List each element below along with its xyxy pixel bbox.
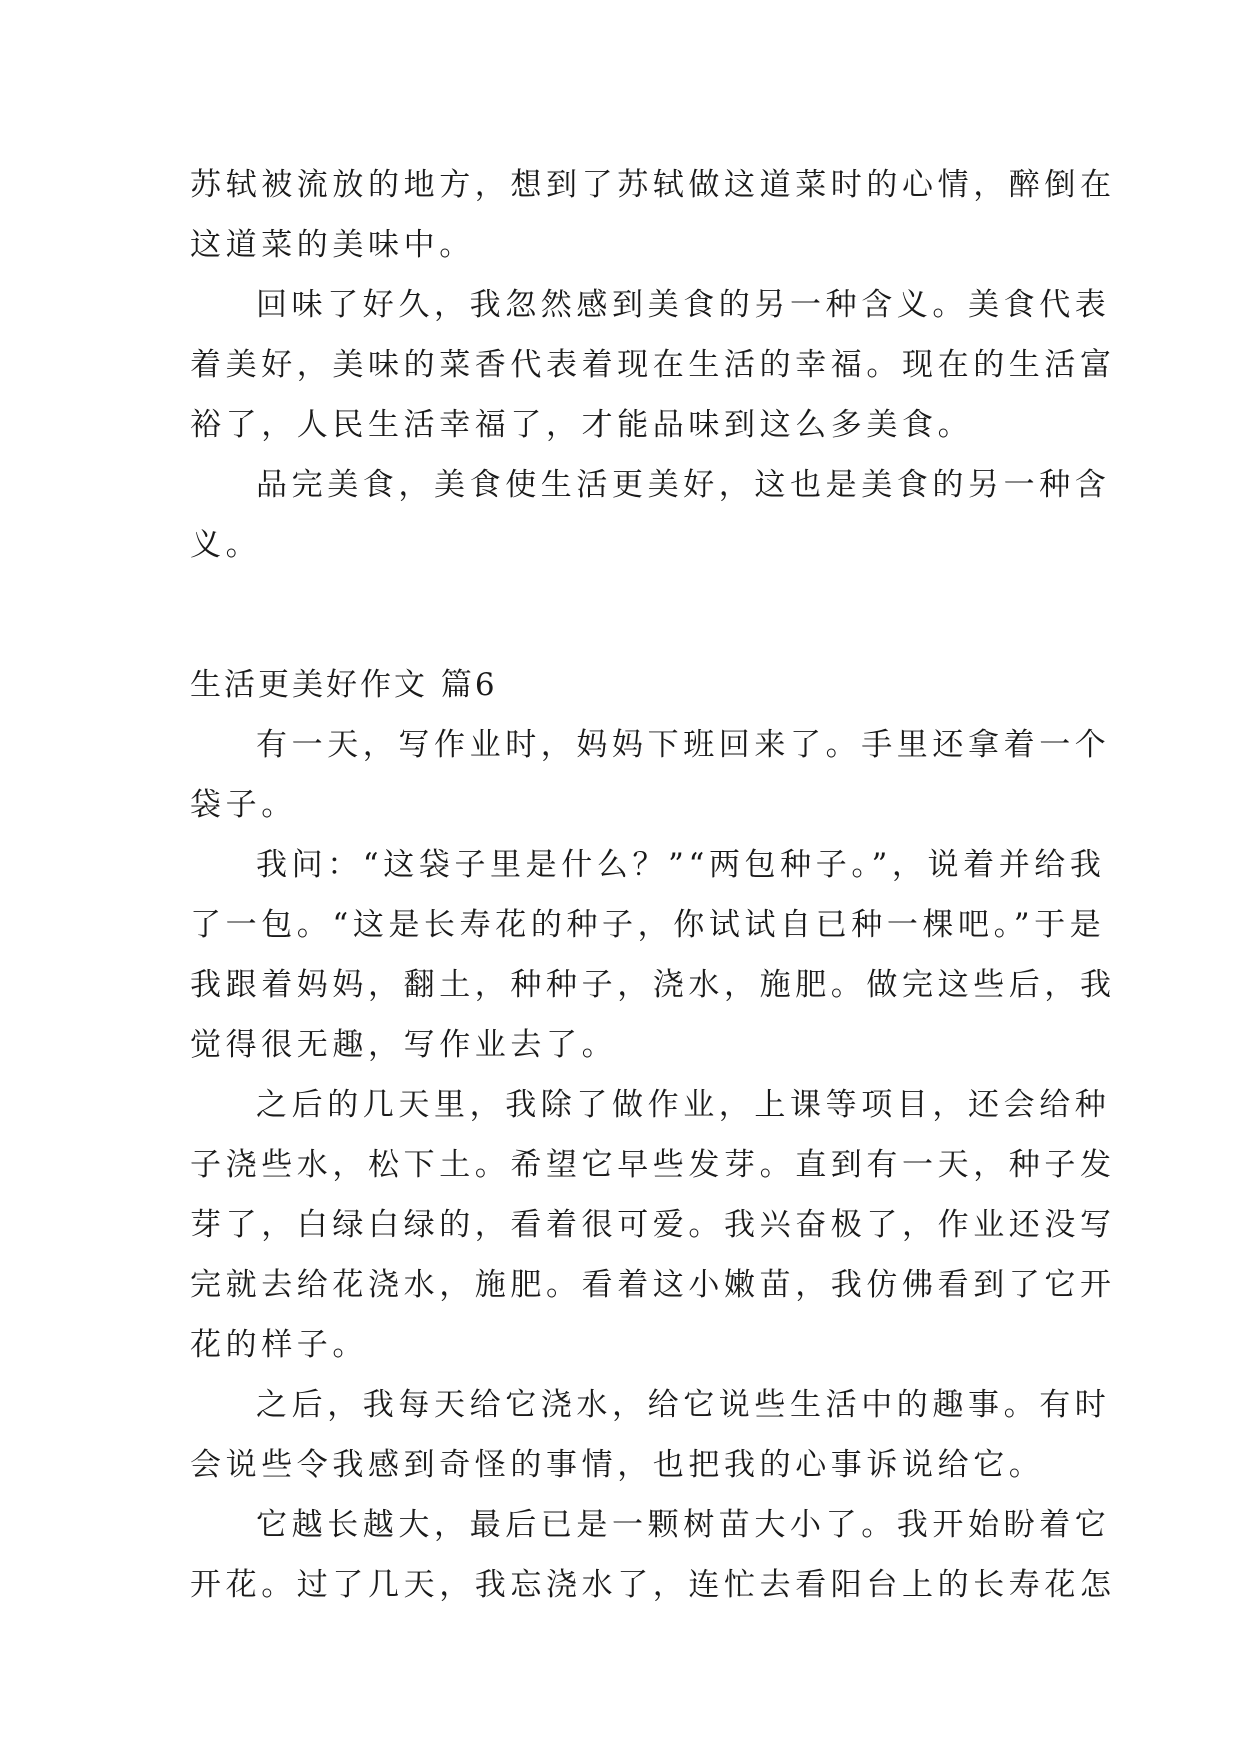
text-line: 芽了，白绿白绿的，看着很可爱。我兴奋极了，作业还没写 <box>190 1207 1116 1243</box>
text-line: 着美好，美味的菜香代表着现在生活的幸福。现在的生活富 <box>190 347 1116 383</box>
paragraph-first-line: 之后，我每天给它浇水，给它说些生活中的趣事。有时 <box>256 1387 1111 1423</box>
paragraph-first-line: 回味了好久，我忽然感到美食的另一种含义。美食代表 <box>256 287 1111 323</box>
text-line: 觉得很无趣，写作业去了。 <box>190 1027 618 1063</box>
text-line: 花的样子。 <box>190 1327 368 1363</box>
text-line: 会说些令我感到奇怪的事情，也把我的心事诉说给它。 <box>190 1447 1045 1483</box>
text-line: 苏轼被流放的地方，想到了苏轼做这道菜时的心情，醉倒在 <box>190 167 1116 203</box>
text-line: 完就去给花浇水，施肥。看着这小嫩苗，我仿佛看到了它开 <box>190 1267 1116 1303</box>
text-line: 这道菜的美味中。 <box>190 227 475 263</box>
text-line: 我跟着妈妈，翻土，种种子，浇水，施肥。做完这些后，我 <box>190 967 1116 1003</box>
paragraph-first-line: 之后的几天里，我除了做作业，上课等项目，还会给种 <box>256 1087 1111 1123</box>
section-spacer <box>190 575 1056 655</box>
section-heading: 生活更美好作文 篇6 <box>190 667 498 703</box>
text-line: 开花。过了几天，我忘浇水了，连忙去看阳台上的长寿花怎 <box>190 1567 1116 1603</box>
text-line: 子浇些水，松下土。希望它早些发芽。直到有一天，种子发 <box>190 1147 1116 1183</box>
text-line: 袋子。 <box>190 787 297 823</box>
text-line: 义。 <box>190 527 262 563</box>
text-line: 裕了，人民生活幸福了，才能品味到这么多美食。 <box>190 407 974 443</box>
paragraph-first-line: 品完美食，美食使生活更美好，这也是美食的另一种含 <box>256 467 1111 503</box>
paragraph-first-line: 我问：“这袋子里是什么？”“两包种子。”，说着并给我 <box>256 847 1106 883</box>
document-body <box>190 155 1116 1615</box>
paragraph-first-line: 有一天，写作业时，妈妈下班回来了。手里还拿着一个 <box>256 727 1111 763</box>
paragraph-first-line: 它越长越大，最后已是一颗树苗大小了。我开始盼着它 <box>256 1507 1111 1543</box>
text-line: 了一包。“这是长寿花的种子，你试试自已种一棵吧。”于是 <box>190 907 1106 943</box>
